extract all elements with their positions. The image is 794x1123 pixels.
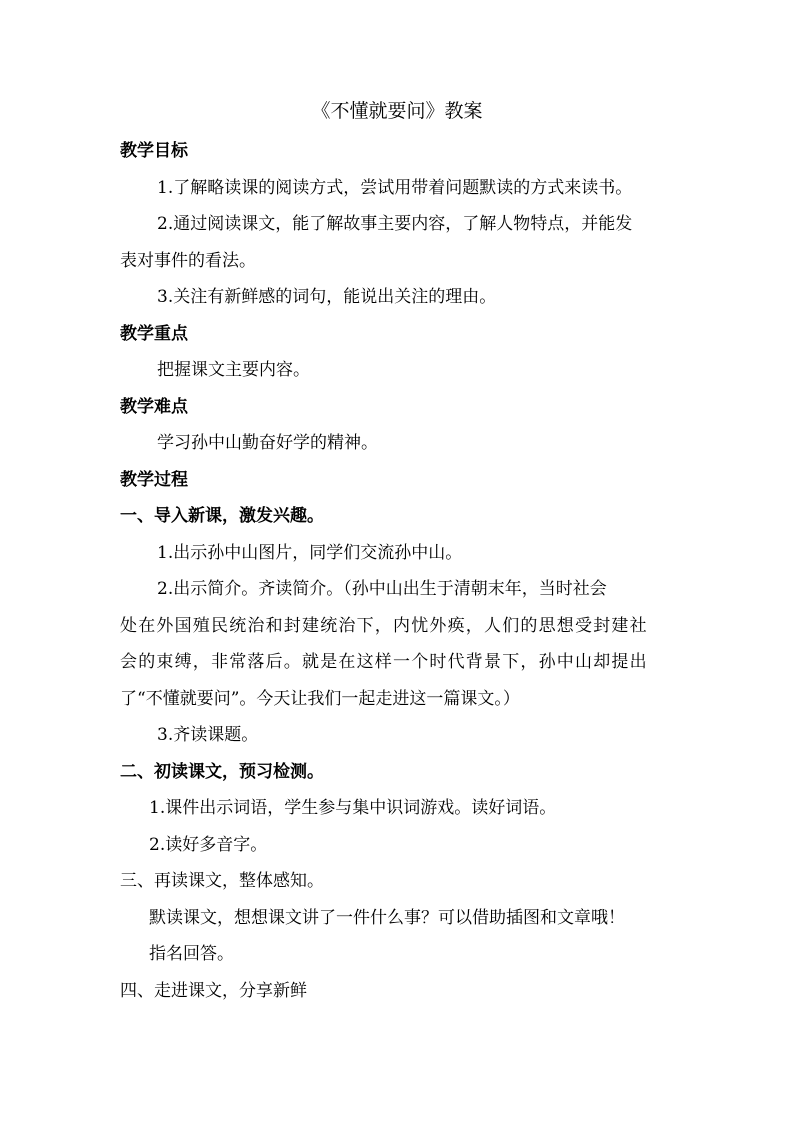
step-heading-3: 三、再读课文，整体感知。	[120, 871, 324, 891]
section-heading-difficulty: 教学难点	[120, 396, 188, 417]
step-1-item-2: 2.出示简介。齐读简介。（孙中山出生于清朝末年，当时社会	[157, 579, 607, 599]
goal-item-1: 1.了解略读课的阅读方式，尝试用带着问题默读的方式来读书。	[157, 177, 633, 198]
step-heading-2: 二、初读课文，预习检测。	[120, 761, 324, 782]
step-heading-4: 四、走进课文，分享新鲜	[120, 980, 307, 1001]
step-1-item-2-line-3: 会的束缚，非常落后。就是在这样一个时代背景下，孙中山却提出	[120, 652, 648, 672]
step-1-item-3: 3.齐读课题。	[157, 725, 259, 745]
step-1-item-2-line-2: 处在外国殖民统治和封建统治下，内忧外痪，人们的思想受封建社	[120, 615, 648, 636]
section-heading-goals: 教学目标	[120, 141, 188, 161]
focus-text: 把握课文主要内容。	[157, 360, 310, 380]
document-body	[120, 133, 680, 1009]
section-heading-focus: 教学重点	[120, 323, 188, 344]
difficulty-text: 学习孙中山勤奋好学的精神。	[157, 433, 378, 453]
step-1-item-2-line-4: 了“不懂就要问”。今天让我们一起走进这一篇课文。）	[120, 688, 520, 709]
document-title: 《不懂就要问》教案	[311, 100, 483, 122]
step-2-item-1: 1.课件出示词语，学生参与集中识词游戏。读好词语。	[149, 798, 557, 818]
step-2-item-2: 2.读好多音字。	[149, 834, 268, 855]
step-heading-1: 一、导入新课，激发兴趣。	[120, 506, 324, 526]
goal-item-2-continued: 表对事件的看法。	[120, 250, 256, 271]
section-heading-process: 教学过程	[120, 469, 188, 490]
goal-item-3: 3.关注有新鲜感的词句，能说出关注的理由。	[157, 287, 497, 307]
step-3-item-2: 指名回答。	[149, 944, 234, 964]
step-1-item-1: 1.出示孙中山图片，同学们交流孙中山。	[157, 542, 463, 563]
step-3-item-1: 默读课文，想想课文讲了一件什么事？可以借助插图和文章哦！	[149, 907, 625, 928]
goal-item-2: 2.通过阅读课文，能了解故事主要内容，了解人物特点，并能发	[157, 214, 633, 234]
